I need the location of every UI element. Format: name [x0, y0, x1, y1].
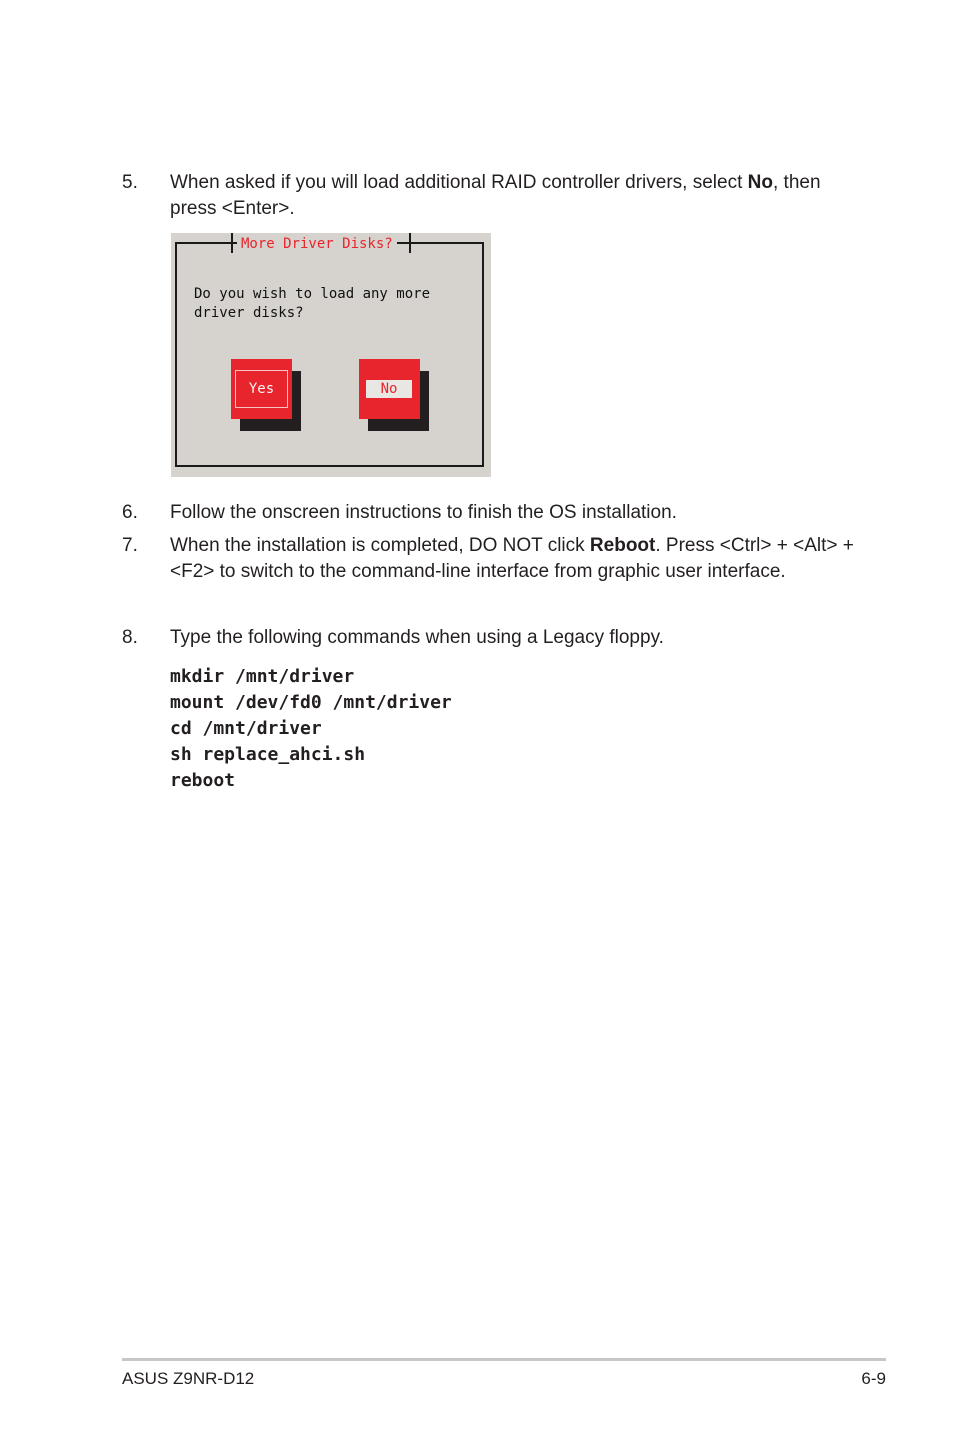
command-line: cd /mnt/driver: [170, 718, 322, 739]
dialog-title: More Driver Disks?: [237, 235, 397, 253]
footer-product-name: ASUS Z9NR-D12: [122, 1369, 255, 1388]
dialog-border: [175, 242, 484, 467]
title-left-tick: [231, 233, 233, 253]
step-text: Type the following commands when using a Legacy floppy.: [170, 627, 664, 648]
step-number: 7.: [122, 535, 138, 556]
step-6: [122, 500, 862, 526]
command-line: mount /dev/fd0 /mnt/driver: [170, 692, 452, 713]
dialog-message: Do you wish to load any more driver disks?: [194, 286, 431, 321]
step-text: Follow the onscreen instructions to finish the OS installation.: [170, 502, 677, 523]
step-7: [122, 533, 862, 585]
yes-button-frame: [235, 370, 288, 408]
command-block: [170, 664, 452, 794]
step-number: 6.: [122, 502, 138, 523]
yes-button[interactable]: [231, 359, 292, 419]
footer-page-number: 6-9: [861, 1369, 886, 1388]
footer-divider: [122, 1358, 886, 1361]
step-8: [122, 625, 862, 651]
step-text: When the installation is completed, DO NOT click Reboot. Press <Ctrl> + <Alt> + <F2> to switch to the command-line interface from graphic user interface.: [170, 535, 854, 582]
command-line: mkdir /mnt/driver: [170, 666, 355, 687]
no-button-label: No: [366, 380, 412, 398]
command-line: reboot: [170, 770, 236, 791]
no-button[interactable]: [359, 359, 420, 419]
command-line: sh replace_ahci.sh: [170, 744, 366, 765]
step-number: 8.: [122, 627, 138, 648]
step-number: 5.: [122, 172, 138, 193]
step-text: When asked if you will load additional RAID controller drivers, select No, then press <Enter>.: [170, 172, 821, 219]
title-right-tick: [409, 233, 411, 253]
driver-disks-dialog: [171, 233, 491, 477]
step-5: [122, 170, 862, 222]
yes-button-label: Yes: [248, 381, 275, 397]
